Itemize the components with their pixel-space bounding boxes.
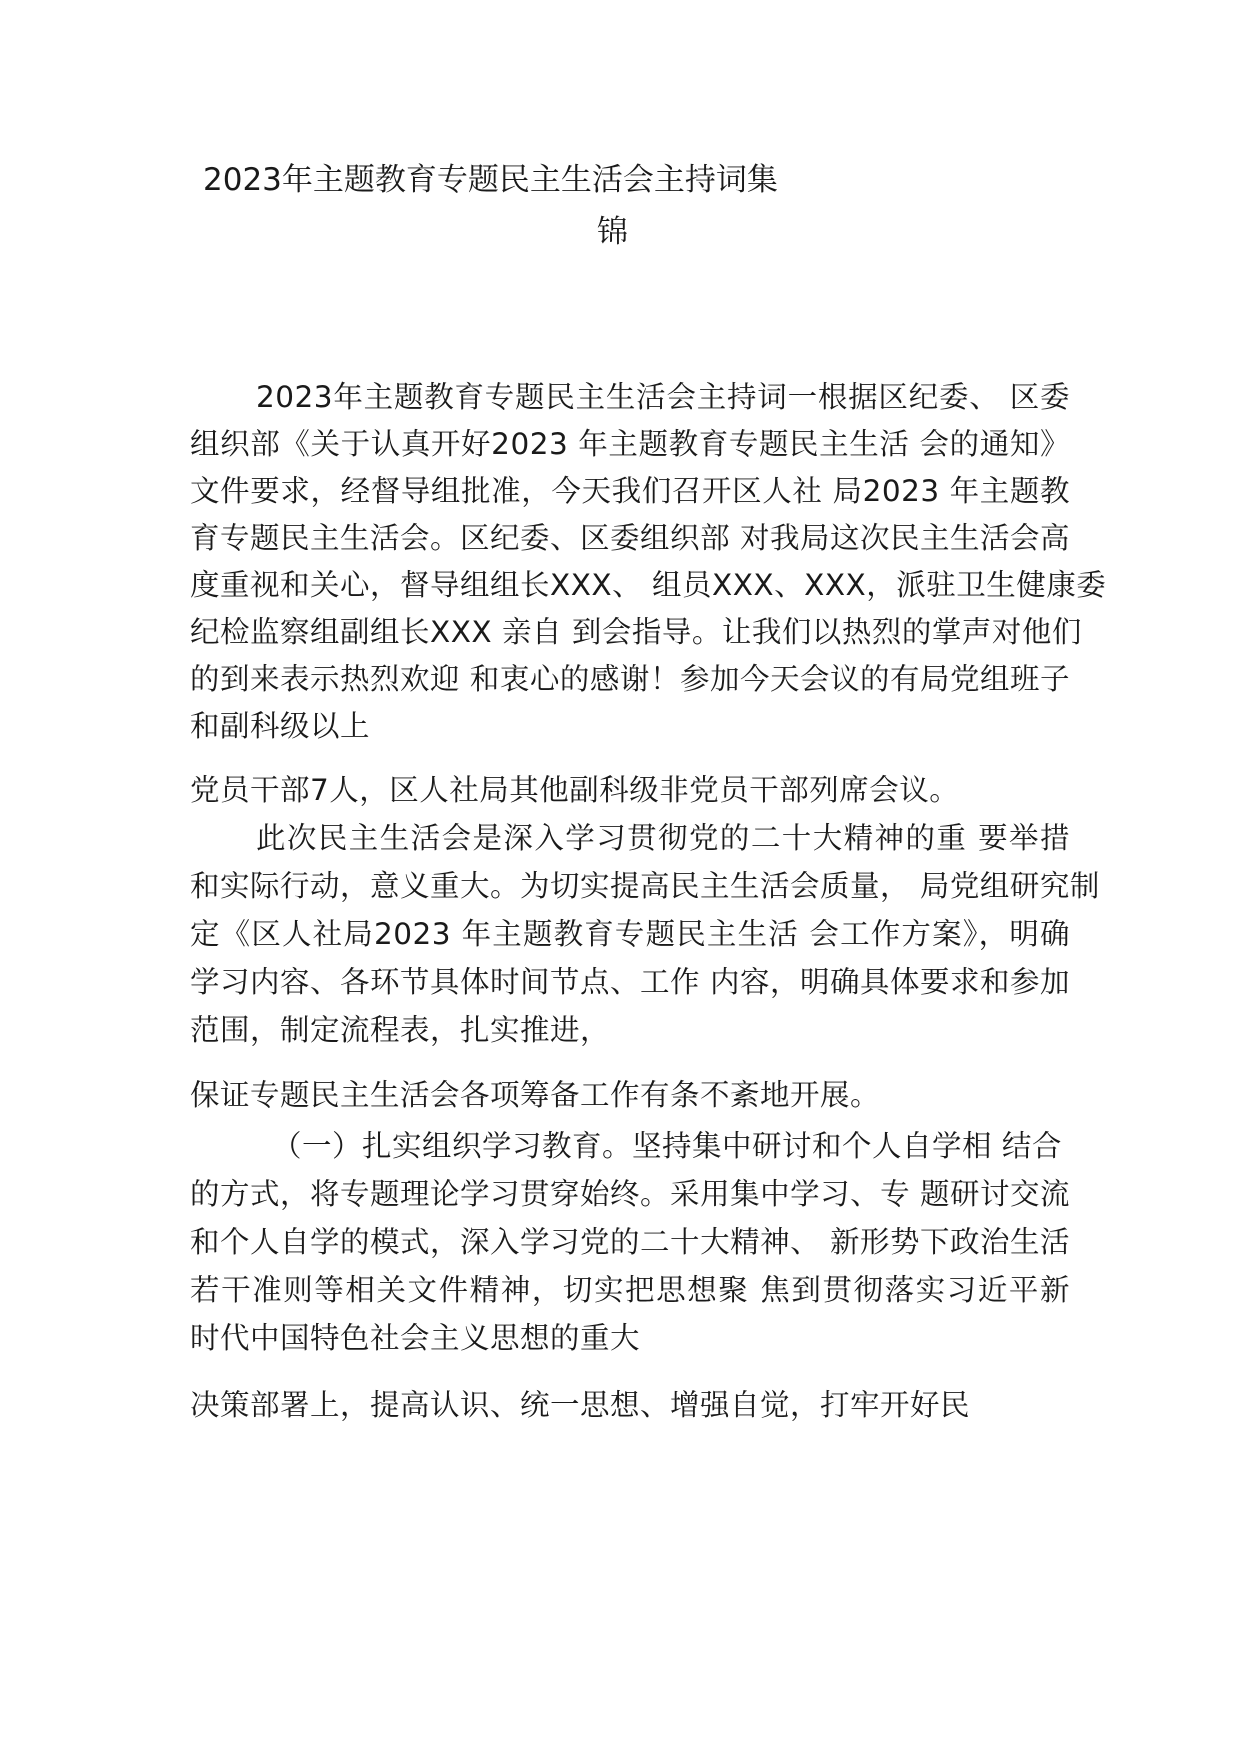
paragraph-line: 决策部署上，提高认识、统一思想、增强自觉，打牢开好民 xyxy=(190,1388,971,1422)
paragraph-line: 保证专题民主生活会各项筹备工作有条不紊地开展。 xyxy=(190,1078,881,1112)
paragraph-line: 2023年主题教育专题民主生活会主持词一根据区纪委、 区委 xyxy=(256,380,1070,414)
paragraph-line: 文件要求，经督导组批准，今天我们召开区人社 局2023 年主题教 xyxy=(190,474,1070,508)
paragraph-line: 学习内容、各环节具体时间节点、工作 内容，明确具体要求和参加 xyxy=(190,965,1070,999)
paragraph-line: 的方式，将专题理论学习贯穿始终。采用集中学习、专 题研讨交流 xyxy=(190,1177,1070,1211)
paragraph-line: 和实际行动，意义重大。为切实提高民主生活会质量， 局党组研究制 xyxy=(190,869,1100,903)
document-title-line-1: 2023年主题教育专题民主生活会主持词集 xyxy=(203,162,778,198)
paragraph-line: 组织部《关于认真开好2023 年主题教育专题民主生活 会的通知》 xyxy=(190,427,1070,461)
paragraph-line: 此次民主生活会是深入学习贯彻党的二十大精神的重 要举措 xyxy=(256,821,1070,855)
paragraph-line: 纪检监察组副组长XXX 亲自 到会指导。让我们以热烈的掌声对他们 xyxy=(190,615,1082,649)
paragraph-line: 范围，制定流程表，扎实推进， xyxy=(190,1013,611,1047)
paragraph-line: （一）扎实组织学习教育。坚持集中研讨和个人自学相 结合 xyxy=(272,1129,1062,1163)
paragraph-line: 和个人自学的模式，深入学习党的二十大精神、 新形势下政治生活 xyxy=(190,1225,1070,1259)
paragraph-line: 定《区人社局2023 年主题教育专题民主生活 会工作方案》，明确 xyxy=(190,917,1070,951)
paragraph-line: 党员干部7人，区人社局其他副科级非党员干部列席会议。 xyxy=(190,773,960,807)
paragraph-line: 时代中国特色社会主义思想的重大 xyxy=(190,1321,641,1355)
paragraph-line: 若干准则等相关文件精神，切实把思想聚 焦到贯彻落实习近平新 xyxy=(190,1273,1070,1307)
paragraph-line: 和副科级以上 xyxy=(190,709,371,743)
document-title-line-2: 锦 xyxy=(597,214,628,250)
paragraph-line: 育专题民主生活会。区纪委、区委组织部 对我局这次民主生活会高 xyxy=(190,521,1070,555)
paragraph-line: 度重视和关心，督导组组长XXX、 组员XXX、XXX，派驻卫生健康委 xyxy=(190,568,1107,602)
paragraph-line: 的到来表示热烈欢迎 和衷心的感谢！参加今天会议的有局党组班子 xyxy=(190,662,1070,696)
